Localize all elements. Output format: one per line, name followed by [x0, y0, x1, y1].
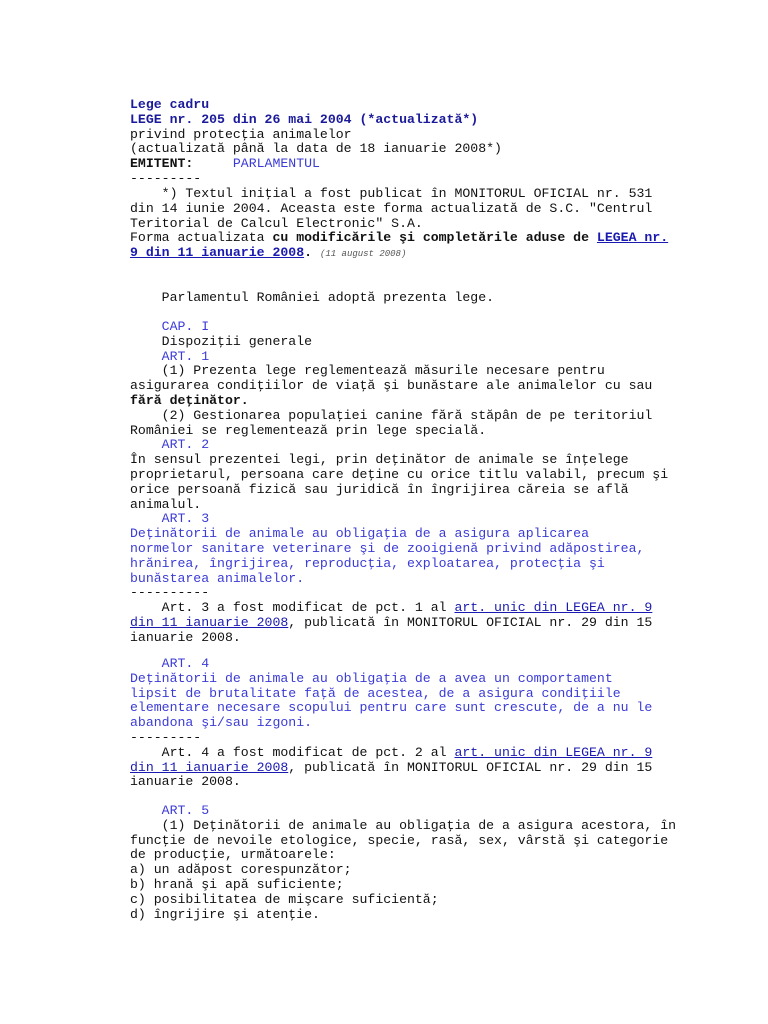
art-4-text: elementare necesare scopului pentru care sunt crescute, de a nu le [130, 700, 653, 716]
law-header [130, 98, 660, 187]
forma-date: (11 august 2008) [319, 249, 407, 260]
emitent-label: EMITENT: [130, 156, 194, 172]
art-3-mod-text: ianuarie 2008. [130, 629, 241, 645]
art-1-text: (1) Prezenta lege reglementează măsurile necesare pentru [130, 363, 605, 379]
art-3-label: ART. 3 [161, 511, 210, 527]
separator: ---------- [130, 585, 210, 601]
adopt-statement: Parlamentul României adoptă prezenta lege. [130, 290, 495, 305]
separator: --------- [130, 729, 202, 745]
art-4-mod-text: , publicată în MONITORUL OFICIAL nr. 29 din 15 [288, 759, 653, 775]
art-4-mod-link-cont[interactable]: din 11 ianuarie 2008 [130, 759, 289, 775]
art-1-text: fără deţinător. [130, 392, 249, 408]
forma-dot: . [304, 245, 320, 261]
intro-line-3: Teritorial de Calcul Electronic" S.A. [130, 215, 423, 231]
art-4-mod-text: Art. 4 a fost modificat de pct. 2 al [130, 744, 455, 760]
art-3-text: bunăstarea animalelor. [130, 570, 305, 586]
art-2-text: animalul. [130, 496, 202, 512]
article-4 [130, 657, 660, 790]
law-9-2008-link-cont[interactable]: 9 din 11 ianuarie 2008 [130, 245, 305, 261]
art-2-label: ART. 2 [161, 437, 210, 453]
art-4-mod-link[interactable]: art. unic din LEGEA nr. 9 [454, 744, 653, 760]
forma-bold: cu modificările şi completările aduse de [272, 230, 597, 246]
art-5-label: ART. 5 [161, 803, 210, 818]
art-3-mod-link-cont[interactable]: din 11 ianuarie 2008 [130, 614, 289, 630]
article-5 [130, 803, 677, 922]
art-5-text: (1) Deţinătorii de animale au obligaţia de a asigura acestora, în [130, 817, 677, 833]
separator: --------- [130, 170, 202, 186]
art-5-text: funcţie de nevoile etologice, specie, rasă, sex, vârstă şi categorie [130, 832, 669, 848]
art-1-text: României se reglementează prin lege specială. [130, 422, 487, 438]
art-3-mod-text: , publicată în MONITORUL OFICIAL nr. 29 din 15 [288, 614, 653, 630]
art-4-label: ART. 4 [161, 656, 210, 671]
art-4-text: Deţinătorii de animale au obligaţia de a avea un comportament [130, 670, 613, 686]
art-3-text: normelor sanitare veterinare şi de zooigienă privind adăpostirea, [130, 540, 645, 556]
intro-line-2: din 14 iunie 2004. Aceasta este forma actualizată de S.C. "Centrul [130, 200, 653, 216]
emitent-value: PARLAMENTUL [232, 156, 320, 172]
cap-title: Dispoziţii generale [161, 333, 313, 349]
list-item: a) un adăpost corespunzător; [130, 862, 352, 878]
cap-label: CAP. I [161, 319, 210, 334]
intro-line-1: *) Textul iniţial a fost publicat în MONITORUL OFICIAL nr. 531 [130, 186, 653, 201]
intro-note [130, 186, 669, 262]
art-5-text: de producţie, următoarele: [130, 847, 336, 863]
header-line-4: (actualizată până la data de 18 ianuarie 2008*) [130, 141, 502, 157]
art-3-mod-text: Art. 3 a fost modificat de pct. 1 al [130, 600, 455, 616]
header-line-1: Lege cadru [130, 97, 210, 112]
art-3-mod-link[interactable]: art. unic din LEGEA nr. 9 [454, 600, 653, 616]
header-line-3: privind protecţia animalelor [130, 126, 352, 142]
art-3-text: hrănirea, îngrijirea, reproducţia, exploatarea, protecţia şi [130, 555, 605, 571]
art-2-text: orice persoană fizică sau juridică în îngrijirea căreia se află [130, 481, 629, 497]
art-4-text: lipsit de brutalitate faţă de acestea, de a asigura condiţiile [130, 685, 621, 701]
art-4-text: abandona şi/sau izgoni. [130, 715, 313, 731]
art-1-text: (2) Gestionarea populaţiei canine fără stăpân de pe teritoriul [130, 407, 653, 423]
list-item: c) posibilitatea de mişcare suficientă; [130, 891, 439, 907]
forma-prefix: Forma actualizata [130, 230, 273, 246]
art-3-text: Deţinătorii de animale au obligaţia de a asigura aplicarea [130, 526, 589, 542]
chapter-1 [130, 319, 669, 646]
law-title: LEGE nr. 205 din 26 mai 2004 (*actualizată*) [130, 111, 479, 127]
list-item: b) hrană şi apă suficiente; [130, 876, 344, 892]
art-4-mod-text: ianuarie 2008. [130, 774, 241, 790]
law-9-2008-link[interactable]: LEGEA nr. [596, 230, 669, 246]
art-2-text: În sensul prezentei legi, prin deţinător de animale se înţelege [130, 452, 629, 468]
art-2-text: proprietarul, persoana care deţine cu orice titlu valabil, precum şi [130, 466, 669, 482]
list-item: d) îngrijire şi atenţie. [130, 906, 320, 922]
art-1-label: ART. 1 [161, 348, 210, 364]
art-1-text: asigurarea condiţiilor de viaţă şi bunăstare ale animalelor cu sau [130, 378, 653, 394]
